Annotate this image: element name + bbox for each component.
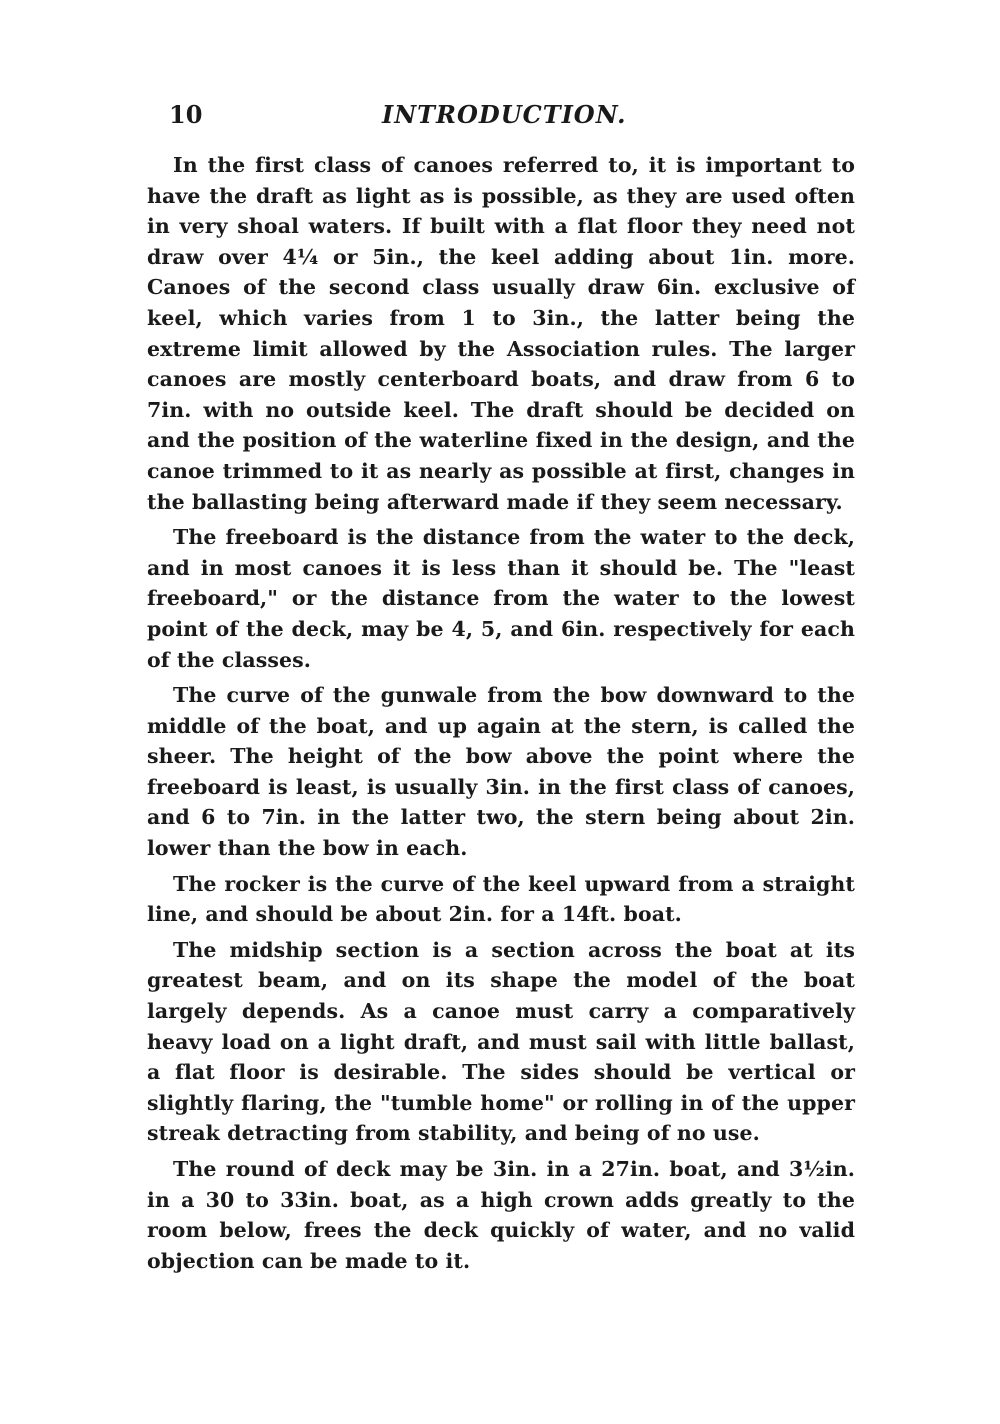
running-head — [147, 100, 855, 136]
paragraph-midship-section: The midship section is a section across the boat at its greatest beam, and on its shape the model of the boat largely depends. As a canoe must carry a comparatively heavy load on a light draft, and must sail with little ballast, a flat floor is desirable. The sides should be vertical or slightly flaring, the "tumble home" or rolling in of the upper streak detracting from stability, and being of no use. — [147, 937, 855, 1146]
page-number: 10 — [169, 100, 203, 129]
paragraph-draft: In the first class of canoes referred to, it is important to have the draft as light as is possible, as they are used often in very shoal waters. If built with a flat floor they need not draw over 4¼ or 5in., the keel adding about 1in. more. Canoes of the second class usually draw 6in. exclusive of keel, which varies from 1 to 3in., the latter being the extreme limit allowed by the Association rules. The larger canoes are mostly centerboard boats, and draw from 6 to 7in. with no outside keel. The draft should be decided on and the position of the waterline fixed in the design, and the canoe trimmed to it as nearly as possible at first, changes in the ballasting being afterward made if they seem necessary. — [147, 153, 855, 514]
paragraph-sheer: The curve of the gunwale from the bow downward to the middle of the boat, and up again at the stern, is called the sheer. The height of the bow above the point where the freeboard is least, is usually 3in. in the first class of canoes, and 6 to 7in. in the latter two, the stern being about 2in. lower than the bow in each. — [147, 683, 855, 861]
paragraph-round-of-deck: The round of deck may be 3in. in a 27in. boat, and 3½in. in a 30 to 33in. boat, as a high crown adds greatly to the room below, frees the deck quickly of water, and no valid objection can be made to it. — [147, 1157, 855, 1273]
paragraph-rocker: The rocker is the curve of the keel upward from a straight line, and should be about 2in. for a 14ft. boat. — [147, 871, 855, 927]
paragraph-freeboard: The freeboard is the distance from the water to the deck, and in most canoes it is less than it should be. The "least freeboard," or the distance from the water to the lowest point of the deck, may be 4, 5, and 6in. respectively for each of the classes. — [147, 525, 855, 672]
chapter-title: INTRODUCTION. — [382, 100, 627, 129]
body-text — [147, 150, 855, 1276]
book-page — [147, 100, 855, 1281]
